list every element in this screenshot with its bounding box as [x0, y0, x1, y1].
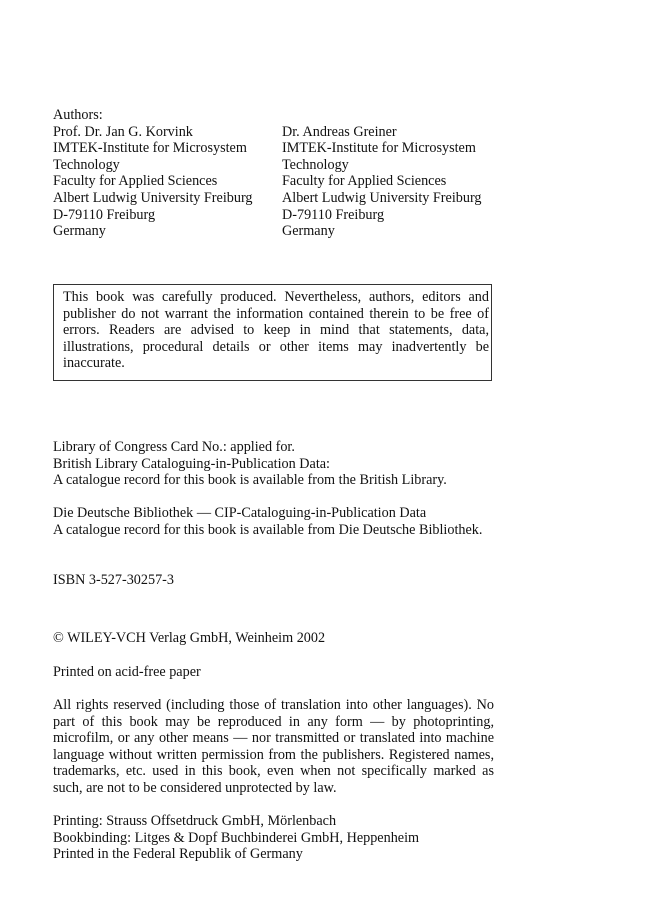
author-name: Prof. Dr. Jan G. Korvink	[53, 123, 193, 140]
author-card-greiner	[282, 124, 494, 240]
loc-card-number: Library of Congress Card No.: applied for.	[53, 439, 295, 455]
author-country: Germany	[53, 223, 106, 240]
deutsche-bibliothek-record: A catalogue record for this book is available from Die Deutsche Bibliothek.	[53, 521, 483, 538]
author-faculty: Faculty for Applied Sciences	[53, 173, 218, 190]
printing-credit: Printing: Strauss Offsetdruck GmbH, Mörlenbach	[53, 813, 337, 829]
bookbinding-credit: Bookbinding: Litges & Dopf Buchbinderei GmbH, Heppenheim	[53, 829, 420, 846]
authors-heading: Authors:	[53, 107, 103, 123]
author-affiliation-line: Technology	[282, 156, 349, 173]
rights-notice: All rights reserved (including those of translation into other languages). No part of this book may be reproduced in any form — by photoprinting, microfilm, or any other means — nor transmitted or translated into machine language without written permission from the publishers. Registered names, trademarks, etc. used in this book, even when not specifically marked as such, are not to be considered unprotected by law.	[53, 697, 494, 796]
author-affiliation-line: Technology	[53, 156, 120, 173]
authors-section	[53, 107, 494, 240]
author-faculty: Faculty for Applied Sciences	[282, 173, 447, 190]
british-library-record: A catalogue record for this book is available from the British Library.	[53, 472, 447, 489]
deutsche-bibliothek-heading: Die Deutsche Bibliothek — CIP-Cataloguing-in-Publication Data	[53, 505, 427, 521]
author-university: Albert Ludwig University Freiburg	[53, 189, 253, 206]
authors-columns	[53, 124, 494, 240]
production-credits	[53, 813, 494, 863]
isbn: ISBN 3-527-30257-3	[53, 572, 174, 588]
author-name: Dr. Andreas Greiner	[282, 123, 397, 140]
cataloguing-section	[53, 439, 494, 489]
disclaimer-box: This book was carefully produced. Nevertheless, authors, editors and publisher do not warrant the information contained therein to be free of errors. Readers are advised to keep in mind that statements, data, illustrations, procedural details or other items may inadvertently be inaccurate.	[53, 284, 492, 381]
printed-in-note: Printed in the Federal Republik of Germany	[53, 846, 303, 863]
author-country: Germany	[282, 223, 335, 240]
deutsche-bibliothek-section	[53, 505, 494, 538]
author-affiliation-line: IMTEK-Institute for Microsystem	[282, 140, 476, 157]
author-affiliation-line: IMTEK-Institute for Microsystem	[53, 140, 247, 157]
author-city: D-79110 Freiburg	[282, 206, 385, 223]
author-city: D-79110 Freiburg	[53, 206, 156, 223]
author-university: Albert Ludwig University Freiburg	[282, 189, 482, 206]
copyright-notice: © WILEY-VCH Verlag GmbH, Weinheim 2002	[53, 630, 326, 646]
acid-free-paper-note: Printed on acid-free paper	[53, 664, 201, 680]
author-card-korvink	[53, 124, 282, 240]
british-library-heading: British Library Cataloguing-in-Publication Data:	[53, 455, 330, 472]
